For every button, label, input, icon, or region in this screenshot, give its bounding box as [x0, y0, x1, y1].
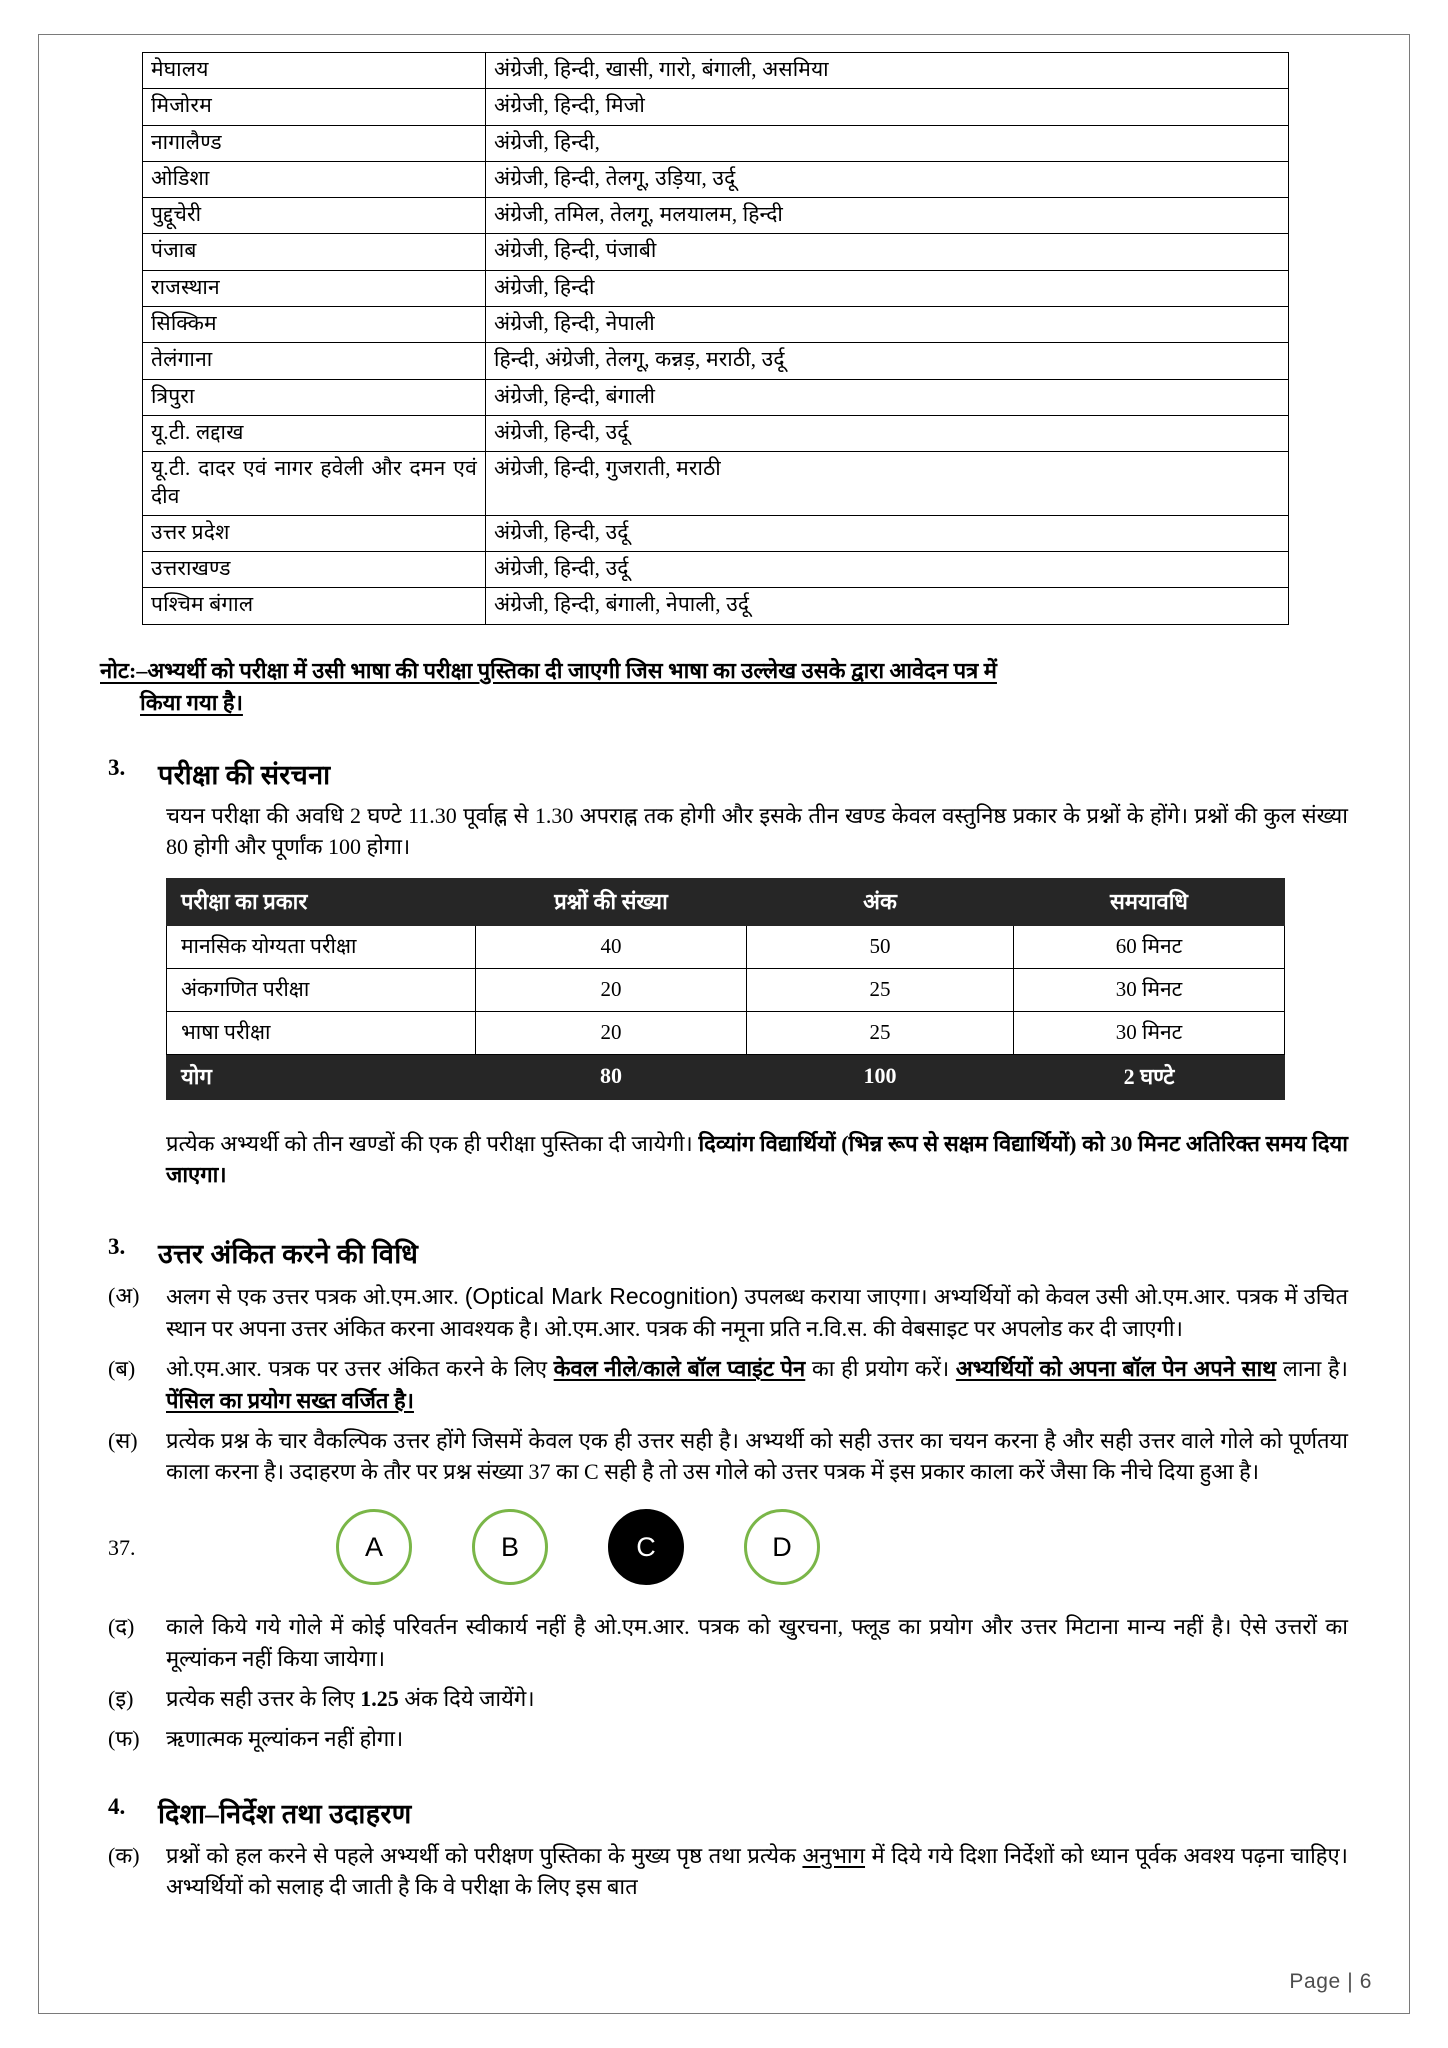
languages-cell: अंग्रेजी, हिन्दी, [486, 125, 1289, 161]
table-row [143, 515, 1289, 551]
table-row [143, 53, 1289, 89]
table-row [143, 343, 1289, 379]
table-row [143, 452, 1289, 516]
list-item-marker: (क) [108, 1843, 140, 1869]
list-item [100, 1723, 1348, 1754]
item-a-part1: अलग से एक उत्तर पत्रक ओ.एम.आर. [166, 1284, 465, 1310]
total-label-cell: योग [167, 1055, 476, 1100]
exam-structure-table-body [167, 926, 1285, 1100]
page-footer: Page | 6 [1289, 1970, 1372, 1993]
exam-structure-table-head [167, 879, 1285, 926]
total-duration-cell: 2 घण्टे [1014, 1055, 1285, 1100]
omr-bubble-b[interactable]: B [472, 1509, 548, 1585]
table-total-row [167, 1055, 1285, 1100]
state-cell: पंजाब [143, 234, 486, 270]
item-b-emphasis-3: पेंसिल का प्रयोग सख्त वर्जित है। [166, 1387, 414, 1413]
column-header-exam-type: परीक्षा का प्रकार [167, 879, 476, 926]
languages-cell: अंग्रेजी, हिन्दी, उर्दू [486, 552, 1289, 588]
column-header-duration: समयावधि [1014, 879, 1285, 926]
omr-bubble-a[interactable]: A [336, 1509, 412, 1585]
state-language-table [142, 52, 1289, 625]
languages-cell: अंग्रेजी, हिन्दी, बंगाली [486, 379, 1289, 415]
section-answer-method-heading [100, 1234, 1348, 1271]
duration-cell: 60 मिनट [1014, 926, 1285, 969]
list-item [100, 1425, 1348, 1487]
marks-cell: 50 [747, 926, 1014, 969]
list-item-text: ऋणात्मक मूल्यांकन नहीं होगा। [166, 1726, 404, 1751]
list-item-text [166, 1683, 1348, 1714]
exam-type-cell: भाषा परीक्षा [167, 1012, 476, 1055]
state-cell: नागालैण्ड [143, 125, 486, 161]
post-table-paragraph [166, 1128, 1348, 1190]
section-number: 3. [108, 1234, 126, 1260]
item-b-emphasis-1: केवल नीले/काले बॉल प्वाइंट पेन [553, 1356, 806, 1382]
state-cell: मिजोरम [143, 89, 486, 125]
state-cell: उत्तर प्रदेश [143, 515, 486, 551]
section-exam-structure-heading [100, 755, 1348, 792]
section-number: 4. [108, 1794, 126, 1820]
item-e-mark-value: 1.25 [360, 1685, 399, 1711]
list-item [100, 1280, 1348, 1344]
list-item-marker: (स) [108, 1427, 138, 1453]
section-title: उत्तर अंकित करने की विधि [158, 1239, 419, 1270]
exam-structure-table [166, 878, 1285, 1100]
note-line-2: किया गया है। [140, 689, 243, 715]
omr-example [100, 1509, 1348, 1585]
list-item-marker: (इ) [108, 1685, 134, 1711]
section-exam-structure-paragraph: चयन परीक्षा की अवधि 2 घण्टे 11.30 पूर्वाह्न से 1.30 अपराह्न तक होगी और इसके तीन खण्ड केवल वस्तुनिष्ठ प्रकार के प्रश्नों के होंगे। प्रश्नों की कुल संख्या 80 होगी और पूर्णांक 100 होगा। [166, 802, 1348, 859]
note-line-1: नोट:–अभ्यर्थी को परीक्षा में उसी भाषा की परीक्षा पुस्तिका दी जाएगी जिस भाषा का उल्लेख उसके द्वारा आवेदन पत्र में [100, 657, 997, 683]
item-k-part2: में दिये गये दिशा निर्देशों को ध्यान पूर्वक अवश्य पढ़ना चाहिए। अभ्यर्थियों को सलाह दी जाती है कि वे परीक्षा के लिए इस बात [166, 1843, 1348, 1900]
list-item-text [166, 1280, 1348, 1344]
item-e-part2: अंक दिये जायेंगे। [398, 1685, 535, 1711]
list-item-marker: (द) [108, 1614, 135, 1640]
table-row [143, 415, 1289, 451]
table-row [167, 926, 1285, 969]
item-b-emphasis-2: अभ्यर्थियों को अपना बॉल पेन अपने साथ [955, 1356, 1277, 1382]
column-header-question-count: प्रश्नों की संख्या [476, 879, 747, 926]
duration-cell: 30 मिनट [1014, 969, 1285, 1012]
duration-cell: 30 मिनट [1014, 1012, 1285, 1055]
table-row [143, 552, 1289, 588]
list-item-marker: (ब) [108, 1356, 136, 1382]
languages-cell: हिन्दी, अंग्रेजी, तेलगू, कन्नड़, मराठी, उर्दू [486, 343, 1289, 379]
state-cell: सिक्किम [143, 307, 486, 343]
state-cell: मेघालय [143, 53, 486, 89]
section-guidelines-heading [100, 1794, 1348, 1831]
section-title: परीक्षा की संरचना [158, 759, 331, 790]
total-marks-cell: 100 [747, 1055, 1014, 1100]
exam-type-cell: मानसिक योग्यता परीक्षा [167, 926, 476, 969]
table-row [167, 969, 1285, 1012]
state-cell: यू.टी. लद्दाख [143, 415, 486, 451]
list-item [100, 1353, 1348, 1415]
omr-bubble-c-filled[interactable]: C [608, 1509, 684, 1585]
languages-cell: अंग्रेजी, हिन्दी, मिजो [486, 89, 1289, 125]
section-title: दिशा–निर्देश तथा उदाहरण [158, 1799, 412, 1830]
table-row [143, 307, 1289, 343]
list-item-text [166, 1353, 1348, 1415]
table-row [143, 198, 1289, 234]
item-k-part1: प्रश्नों को हल करने से पहले अभ्यर्थी को परीक्षण पुस्तिका के मुख्य पृष्ठ तथा प्रत्येक [166, 1843, 803, 1869]
table-row [143, 379, 1289, 415]
state-cell: उत्तराखण्ड [143, 552, 486, 588]
table-header-row [167, 879, 1285, 926]
state-cell: यू.टी. दादर एवं नागर हवेली और दमन एवं दीव [143, 452, 486, 516]
list-item-marker: (अ) [108, 1283, 140, 1309]
omr-bubble-d[interactable]: D [744, 1509, 820, 1585]
post-table-paragraph-bold: दिव्यांग विद्यार्थियों (भिन्न रूप से सक्षम विद्यार्थियों) को 30 मिनट अतिरिक्त समय दिया जाएगा। [166, 1131, 1348, 1188]
total-question-count-cell: 80 [476, 1055, 747, 1100]
list-item [100, 1611, 1348, 1673]
languages-cell: अंग्रेजी, तमिल, तेलगू, मलयालम, हिन्दी [486, 198, 1289, 234]
table-row [143, 161, 1289, 197]
list-item-text [166, 1840, 1348, 1902]
item-b-part2: का ही प्रयोग करें। [805, 1356, 956, 1382]
table-row [167, 1012, 1285, 1055]
state-language-table-body [143, 53, 1289, 625]
languages-cell: अंग्रेजी, हिन्दी, उर्दू [486, 515, 1289, 551]
table-row [143, 125, 1289, 161]
list-item-marker: (फ) [108, 1726, 140, 1751]
column-header-marks: अंक [747, 879, 1014, 926]
note-block [100, 655, 1348, 719]
table-row [143, 234, 1289, 270]
state-cell: पुद्दूचेरी [143, 198, 486, 234]
state-cell: राजस्थान [143, 270, 486, 306]
section-number: 3. [108, 754, 126, 780]
table-row [143, 270, 1289, 306]
item-b-part1: ओ.एम.आर. पत्रक पर उत्तर अंकित करने के लिए [166, 1356, 554, 1382]
state-cell: ओडिशा [143, 161, 486, 197]
table-row [143, 588, 1289, 624]
languages-cell: अंग्रेजी, हिन्दी, तेलगू, उड़िया, उर्दू [486, 161, 1289, 197]
item-b-part3: लाना है। [1276, 1356, 1348, 1382]
question-count-cell: 40 [476, 926, 747, 969]
marks-cell: 25 [747, 969, 1014, 1012]
state-cell: पश्चिम बंगाल [143, 588, 486, 624]
page-content [100, 52, 1348, 1903]
languages-cell: अंग्रेजी, हिन्दी [486, 270, 1289, 306]
table-row [143, 89, 1289, 125]
list-item [100, 1840, 1348, 1902]
question-count-cell: 20 [476, 969, 747, 1012]
exam-type-cell: अंकगणित परीक्षा [167, 969, 476, 1012]
languages-cell: अंग्रेजी, हिन्दी, बंगाली, नेपाली, उर्दू [486, 588, 1289, 624]
languages-cell: अंग्रेजी, हिन्दी, उर्दू [486, 415, 1289, 451]
languages-cell: अंग्रेजी, हिन्दी, पंजाबी [486, 234, 1289, 270]
marks-cell: 25 [747, 1012, 1014, 1055]
item-a-latin-term: (Optical Mark Recognition) [464, 1283, 739, 1310]
list-item [100, 1683, 1348, 1714]
list-item-text: काले किये गये गोले में कोई परिवर्तन स्वीकार्य नहीं है ओ.एम.आर. पत्रक को खुरचना, फ्लूड का प्रयोग और उत्तर मिटाना मान्य नहीं है। ऐसे उत्तरों का मूल्यांकन नहीं किया जायेगा। [166, 1614, 1348, 1671]
languages-cell: अंग्रेजी, हिन्दी, नेपाली [486, 307, 1289, 343]
list-item-text: प्रत्येक प्रश्न के चार वैकल्पिक उत्तर होंगे जिसमें केवल एक ही उत्तर सही है। अभ्यर्थी को सही उत्तर का चयन करना है और सही उत्तर वाले गोले को पूर्णतया काला करना है। उदाहरण के तौर पर प्रश्न संख्या 37 का C सही है तो उस गोले को उत्तर पत्रक में इस प्रकार काला करें जैसा कि नीचे दिया हुआ है। [166, 1427, 1348, 1485]
omr-bubble-group [336, 1509, 820, 1585]
question-count-cell: 20 [476, 1012, 747, 1055]
omr-question-number: 37. [108, 1535, 136, 1561]
languages-cell: अंग्रेजी, हिन्दी, खासी, गारो, बंगाली, असमिया [486, 53, 1289, 89]
state-cell: त्रिपुरा [143, 379, 486, 415]
state-cell: तेलंगाना [143, 343, 486, 379]
languages-cell: अंग्रेजी, हिन्दी, गुजराती, मराठी [486, 452, 1289, 516]
item-a-part2: उपलब्ध कराया जाएगा। अभ्यर्थियों को केवल उसी ओ.एम.आर. पत्रक में उचित स्थान पर अपना उत्तर अंकित करना आवश्यक है। ओ.एम.आर. पत्रक की नमूना प्रति न.वि.स. की वेबसाइट पर अपलोड कर दी जाएगी। [166, 1284, 1348, 1342]
item-e-part1: प्रत्येक सही उत्तर के लिए [166, 1685, 361, 1711]
post-table-paragraph-normal: प्रत्येक अभ्यर्थी को तीन खण्डों की एक ही परीक्षा पुस्तिका दी जायेगी। [166, 1131, 699, 1156]
item-k-underlined-term: अनुभाग [802, 1843, 866, 1869]
